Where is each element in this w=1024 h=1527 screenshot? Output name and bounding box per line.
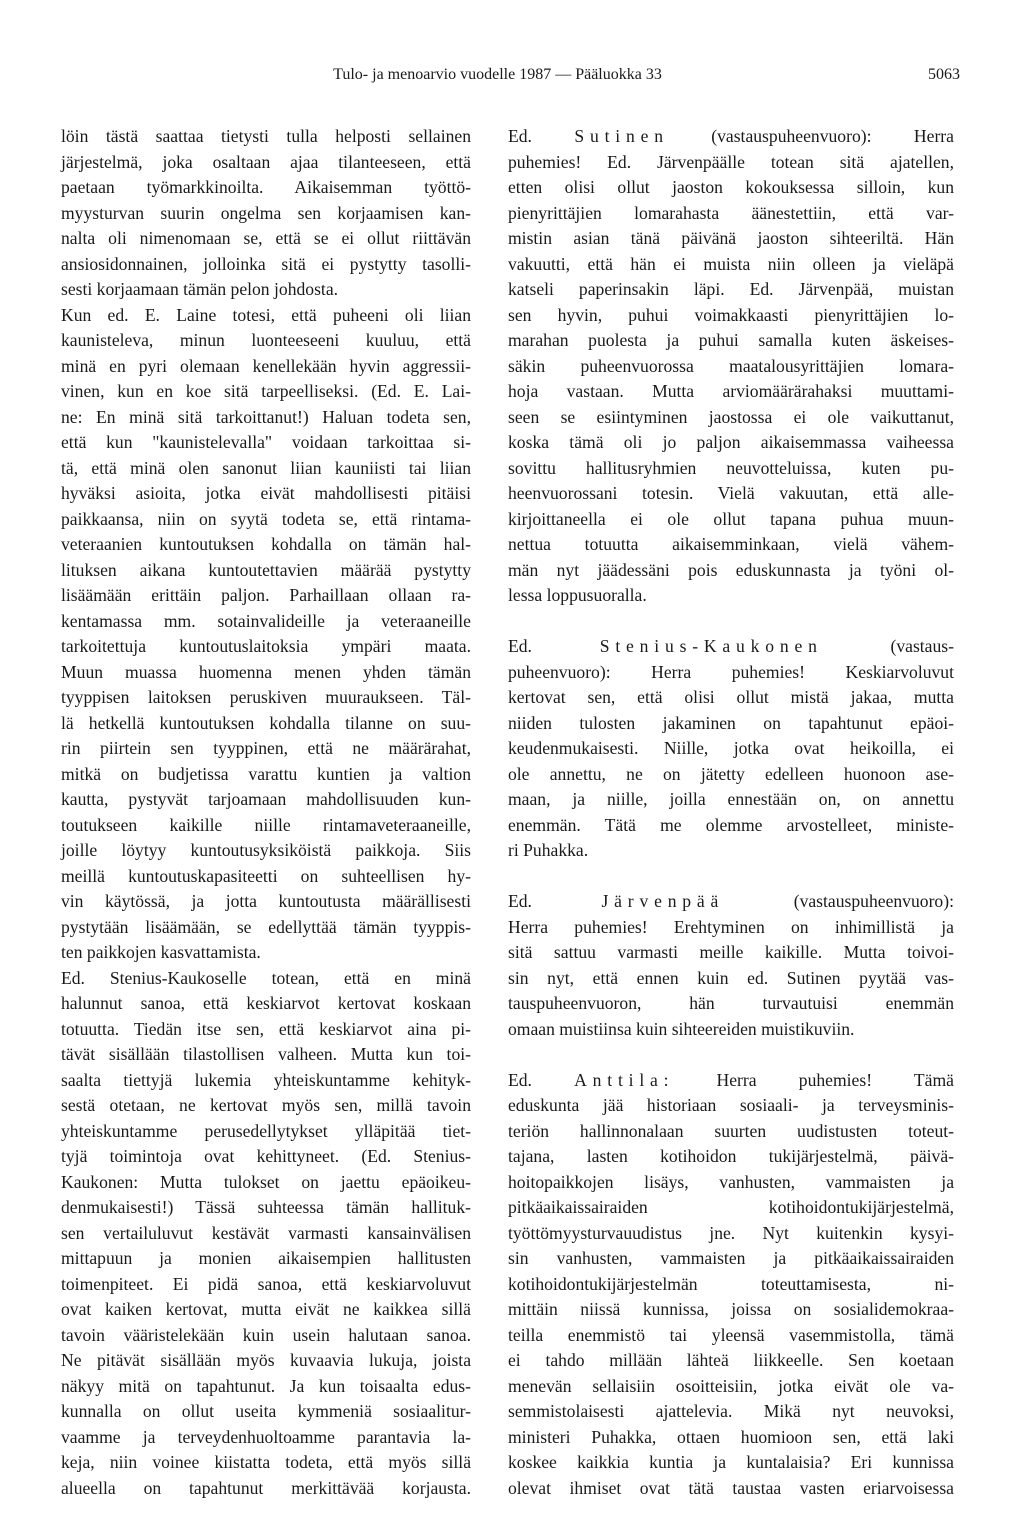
text-line: kertovat sen, että olisi ollut mistä jakaa, mutta [508, 687, 954, 707]
text-line: tävät sisällään tilastollisen valheen. Mutta kun toi- [61, 1044, 471, 1064]
text-line: totuutta. Tiedän itse sen, että keskiarvot aina pi- [61, 1018, 471, 1039]
text-line: nalta oli nimenomaan se, että se ei ollut riittävän [61, 228, 471, 248]
text-line: ne: En minä sitä tarkoittanut!) Haluan todeta sen, [61, 406, 471, 427]
text-line: puheenvuoro): Herra puhemies! Keskiarvoluvut [508, 661, 954, 682]
text-line: sesti korjaamaan tämän pelon johdosta. [61, 279, 339, 299]
text-line: katseli paperinsakin läpi. Ed. Järvenpää, muistan [508, 279, 954, 299]
text-line: vaamme ja terveydenhuoltoamme parantavia la- [61, 1426, 471, 1447]
text-line: veteraanien kuntoutuksen kohdalla on tämän hal- [61, 534, 471, 554]
text-line: toutukseen kaikille niille rintamaveteraaneille, [61, 814, 471, 835]
text-line: meillä kuntoutuskapasiteetti on suhteellisen hy- [61, 865, 471, 886]
text-line: puhemies! Ed. Järvenpäälle totean sitä ajatellen, [508, 151, 954, 172]
text-line: denmukaisesti!) Tässä suhteessa tämän hallituk- [61, 1197, 471, 1217]
text-line: myysturvan suurin ongelma sen korjaamisen kan- [61, 202, 471, 223]
text-line: mittäin niissä kunnissa, joissa on sosialidemokraa- [508, 1299, 954, 1319]
text-line: näkyy mitä on tapahtunut. Ja kun toisaalta edus- [61, 1375, 471, 1396]
text-line: ei tahdo millään lähteä liikkeelle. Sen koetaan [508, 1350, 954, 1370]
text-line: pitkäaikaissairaiden kotihoidontukijärjestelmä, [508, 1197, 954, 1217]
text-line: seen se esiintyminen jaostossa ei ole vaikuttanut, [508, 406, 954, 427]
text-line: sitä sattuu varmasti meille kaikille. Mutta toivoi- [508, 942, 954, 962]
text-line: mittapuun ja monien aikaisempien hallitusten [61, 1248, 471, 1268]
text-line: alueella on tapahtunut merkittävää korjausta. [61, 1477, 471, 1498]
text-line: koskee kaikkia kuntia ja kuntalaisia? Eri kunnissa [508, 1452, 954, 1472]
text-line: Herra puhemies! Erehtyminen on inhimillistä ja [508, 916, 954, 937]
text-line: män nyt jäädessäni pois eduskunnasta ja työni ol- [508, 559, 954, 580]
text-line: kautta, pystyvät tarjoamaan mahdollisuuden kun- [61, 789, 471, 809]
text-line: tavoin vääristelekään kuin usein halutaan sanoa. [61, 1324, 471, 1345]
text-line: niiden tulosten jakaminen on tapahtunut epäoi- [508, 712, 954, 733]
text-line: Ed. Stenius-Kaukoselle totean, että en minä [61, 967, 471, 988]
text-line: lituksen aikana kuntoutettavien määrää pystytty [61, 559, 471, 580]
text-line: hoja vastaan. Mutta arviomäärärahaksi muuttami- [508, 381, 954, 401]
speech-opening-line [508, 124, 954, 150]
block-gap [508, 609, 954, 635]
text-line: halunnut sanoa, että keskiarvot kertovat koskaan [61, 993, 471, 1013]
text-line: semmistolaisesti ajattelevia. Mikä nyt neuvoksi, [508, 1401, 954, 1421]
text-line: sovittu hallitusryhmien neuvotteluissa, kuten pu- [508, 457, 954, 478]
left-column [61, 124, 471, 1501]
text-line: lisäämään erittäin paljon. Parhaillaan ollaan ra- [61, 585, 471, 605]
text-line: etten olisi ollut jaoston kokouksessa silloin, kun [508, 177, 954, 197]
text-line: marahan puolesta ja puhui samalla kuten äskeises- [508, 330, 954, 350]
text-line: ole annettu, ne on jätetty edelleen huonoon ase- [508, 763, 954, 784]
text-line: Muun muassa huomenna menen yhden tämän [61, 661, 471, 682]
text-line: pienyrittäjien lomarahasta äänestettiin, että var- [508, 202, 954, 223]
text-line: koska tämä oli jo paljon aikaisemmassa vaiheessa [508, 432, 954, 452]
speaker-name: Stenius-Kaukonen [599, 636, 823, 656]
text-line: nettua totuutta aikaisemminkaan, vielä vähem- [508, 534, 954, 554]
text-line: vinen, kun en koe sitä tarpeelliseksi. (Ed. E. Lai- [61, 381, 471, 401]
text-line: olevat ihmiset ovat tätä taustaa vasten eriarvoisessa [508, 1477, 954, 1498]
text-line: hoitopaikkojen lisäys, vanhusten, vammaisten ja [508, 1171, 954, 1192]
speech-opening-text: (vastaus- [890, 636, 954, 656]
block-gap [508, 864, 954, 890]
text-line: keudenmukaisesti. Niille, jotka ovat heikoilla, ei [508, 738, 954, 758]
text-line: tajana, lasten kotihoidon tukijärjestelmä, päivä- [508, 1146, 954, 1166]
text-line: maan, ja niille, joilla ennestään on, on annettu [508, 789, 954, 809]
text-line: vin käytössä, ja jotta kuntoutusta määrällisesti [61, 891, 471, 911]
text-line: rin piirtein sen tyyppinen, että ne määrärahat, [61, 738, 471, 758]
text-line: kaunisteleva, minun luonteeseeni kuuluu, että [61, 330, 471, 350]
text-line: ministeri Puhakka, ottaen huomioon sen, että laki [508, 1426, 954, 1447]
text-line: että kun "kaunistelevalla" voidaan tarkoittaa si- [61, 432, 471, 452]
text-line: hyväksi asioita, jotka eivät mahdollisesti pitäisi [61, 483, 471, 503]
speech-opening-line [508, 1068, 954, 1094]
text-line: teriön hallinnonalaan suurten uudistusten toteut- [508, 1120, 954, 1141]
text-line: saalta tiettyjä lukemia yhteiskuntamme kehityk- [61, 1069, 471, 1090]
text-line: kunnalla on ollut useita kymmeniä sosiaalitur- [61, 1401, 471, 1421]
text-line: kentamassa mm. sotainvalideille ja veteraaneille [61, 610, 471, 631]
speaker-prefix: Ed. [508, 126, 532, 146]
text-line: eduskunta jää historiaan sosiaali- ja terveysminis- [508, 1095, 954, 1115]
text-line: ten paikkojen kasvattamista. [61, 942, 261, 962]
text-line: lä hetkellä kuntoutuksen kohdalla tilanne on suu- [61, 712, 471, 733]
text-line: toimenpiteet. Ei pidä sanoa, että keskiarvoluvut [61, 1273, 471, 1294]
speech-opening-line [508, 889, 954, 915]
text-line: tyjä toimintoja ovat kehittyneet. (Ed. Stenius- [61, 1146, 471, 1166]
text-line: mitkä on budjetissa varattu kuntien ja valtion [61, 763, 471, 784]
speaker-prefix: Ed. [508, 1069, 532, 1090]
speaker-name: Anttila: [574, 1069, 675, 1090]
speech-opening-text: (vastauspuheenvuoro): [793, 891, 954, 911]
text-line: Kaukonen: Mutta tulokset on jaettu epäoikeu- [61, 1171, 471, 1192]
speech-opening-line [508, 634, 954, 660]
right-column [508, 124, 954, 1501]
speaker-prefix: Ed. [508, 636, 532, 656]
block-gap [508, 1042, 954, 1068]
text-line: ovat kaiken kertovat, mutta eivät ne kaikkea sillä [61, 1299, 471, 1319]
text-line: sin nyt, että ennen kuin ed. Sutinen pyytää vas- [508, 967, 954, 988]
running-header: Tulo- ja menoarvio vuodelle 1987 — Pääluokka 33 [333, 66, 662, 83]
text-line: säkin puheenvuorossa maatalousyrittäjien lomara- [508, 355, 954, 376]
text-line: teilla enemmistö tai yleensä vasemmistolla, tämä [508, 1324, 954, 1345]
text-line: omaan muistiinsa kuin sihteereiden muistikuviin. [508, 1018, 855, 1039]
text-line: työttömyysturvauudistus jne. Nyt kuitenkin kysyi- [508, 1222, 954, 1243]
text-line: pystytään lisäämään, se edellyttää tämän tyyppis- [61, 916, 471, 937]
text-line: löin tästä saattaa tietysti tulla helposti sellainen [61, 126, 471, 146]
speech-opening-text: (vastauspuheenvuoro): Herra [711, 126, 954, 146]
text-line: lessa loppusuoralla. [508, 585, 647, 605]
text-line: paetaan työmarkkinoilta. Aikaisemman työttö- [61, 177, 471, 197]
text-line: ri Puhakka. [508, 840, 589, 860]
text-line: keja, niin voinee kiistatta todeta, että myös sillä [61, 1452, 471, 1472]
text-line: järjestelmä, joka osaltaan ajaa tilanteeseen, että [61, 151, 471, 172]
text-line: sin vanhusten, vammaisten ja pitkäaikaissairaiden [508, 1248, 954, 1268]
text-line: tyyppisen laitoksen peruskiven muuraukseen. Täl- [61, 687, 471, 707]
text-line: ansiosidonnainen, jolloinka sitä ei pystytty tasolli- [61, 253, 471, 274]
text-line: kotihoidontukijärjestelmän toteuttamisesta, ni- [508, 1273, 954, 1294]
text-line: enemmän. Tätä me olemme arvostelleet, ministe- [508, 814, 954, 835]
text-line: tarkoitettuja kuntoutuslaitoksia ympäri maata. [61, 636, 471, 656]
text-line: joille löytyy kuntoutusyksiköistä paikkoja. Siis [61, 840, 471, 860]
speaker-prefix: Ed. [508, 891, 532, 911]
text-line: vakuutti, että hän ei muista niin olleen ja vieläpä [508, 253, 954, 274]
page-number: 5063 [928, 66, 960, 83]
speaker-name: Sutinen [574, 126, 669, 146]
speech-opening-text: Herra puhemies! Tämä [716, 1069, 954, 1090]
text-line: Ne pitävät sisällään myös kuvaavia lukuja, joista [61, 1350, 471, 1370]
text-line: heenvuorossani totesin. Vielä vakuutan, että alle- [508, 483, 954, 503]
text-line: menevän sellaisiin osoitteisiin, jotka eivät ole va- [508, 1375, 954, 1396]
text-line: sen vertailuluvut kestävät varmasti kansainvälisen [61, 1222, 471, 1243]
text-line: mistin asian tänä päivänä jaoston sihteeriltä. Hän [508, 228, 954, 248]
text-line: sestä otetaan, ne kertovat myös sen, millä tavoin [61, 1095, 471, 1115]
text-line: paikkaansa, niin on syytä todeta se, että rintama- [61, 508, 471, 529]
text-line: sen hyvin, puhui voimakkaasti pienyrittäjien lo- [508, 304, 954, 325]
speaker-name: Järvenpää [601, 891, 725, 911]
text-line: kirjoittaneella ei ole ollut tapana puhua muun- [508, 508, 954, 529]
text-line: tä, että minä olen sanonut liian kauniisti tai liian [61, 457, 471, 478]
text-line: minä en pyri olemaan kenellekään hyvin aggressii- [61, 355, 471, 376]
text-line: tauspuheenvuoron, hän turvautuisi enemmän [508, 993, 954, 1013]
text-line: yhteiskuntamme perusedellytykset ylläpitää tiet- [61, 1120, 471, 1141]
text-line: Kun ed. E. Laine totesi, että puheeni oli liian [61, 304, 471, 325]
